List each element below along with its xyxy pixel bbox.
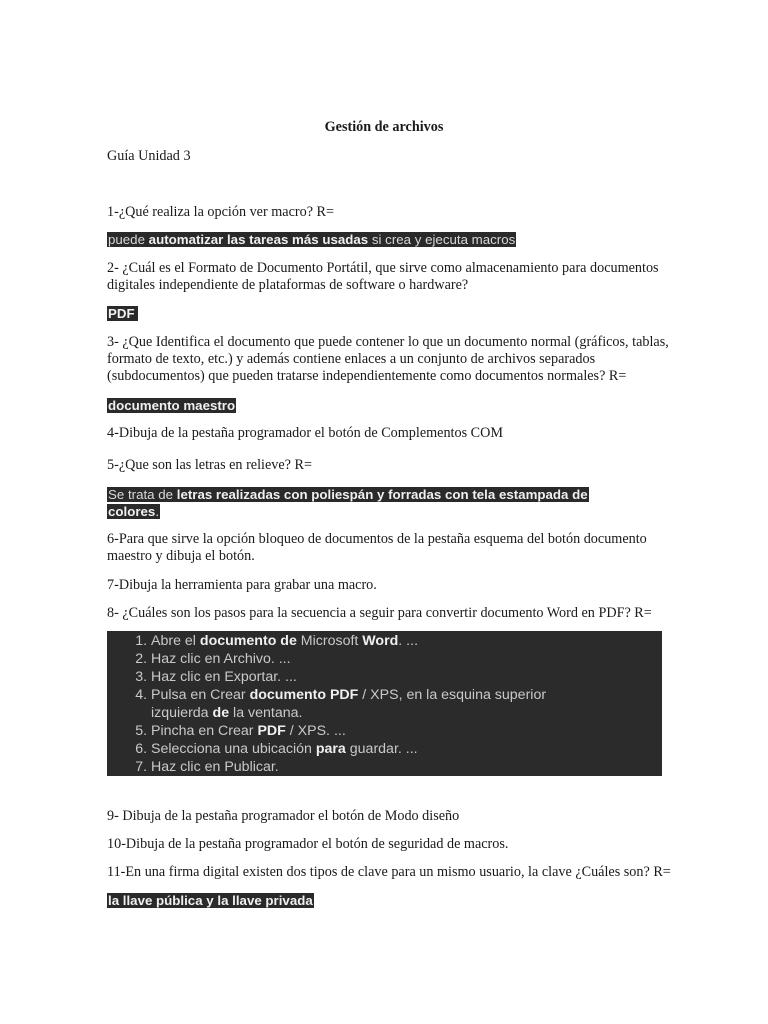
answer-3 [107, 397, 236, 415]
answer-11-highlight: la llave pública y la llave privada [108, 893, 313, 908]
question-2 [107, 260, 659, 294]
step-4: 4. Pulsa en Crear documento PDF / XPS, en la esquina superior izquierda de la ventana. [151, 686, 662, 722]
step-6: 6. Selecciona una ubicación para guardar. ... [151, 740, 662, 758]
question-3-line-2: formato de texto, etc.) y además contiene enlaces a un conjunto de archivos separados [107, 351, 596, 367]
answer-1 [107, 231, 516, 249]
answer-2 [107, 305, 138, 323]
answer-5-line-2 [107, 504, 160, 519]
answer-5-post: . [155, 504, 160, 519]
question-5: 5-¿Que son las letras en relieve? R= [107, 457, 312, 473]
question-8: 8- ¿Cuáles son los pasos para la secuencia a seguir para convertir documento Word en PDF? R= [107, 605, 652, 621]
question-3-line-1: 3- ¿Que Identifica el documento que puede contener lo que un documento normal (gráficos, tablas, [107, 334, 669, 350]
question-10: 10-Dibuja de la pestaña programador el botón de seguridad de macros. [107, 836, 509, 852]
document-title: Gestión de archivos [324, 119, 444, 135]
question-11: 11-En una firma digital existen dos tipos de clave para un mismo usuario, la clave ¿Cuáles son? R= [107, 864, 671, 880]
question-4: 4-Dibuja de la pestaña programador el botón de Complementos COM [107, 425, 503, 441]
question-6-line-2: maestro y dibuja el botón. [107, 548, 255, 564]
step-1: 1. Abre el documento de Microsoft Word. ... [151, 632, 662, 650]
answer-1-bold: automatizar las tareas más usadas [148, 232, 369, 247]
answer-1-pre: puede [108, 232, 149, 247]
question-7: 7-Dibuja la herramienta para grabar una macro. [107, 577, 377, 593]
answer-11 [107, 892, 314, 910]
question-2-line-2: digitales independiente de plataformas de software o hardware? [107, 277, 469, 293]
question-9: 9- Dibuja de la pestaña programador el botón de Modo diseño [107, 808, 460, 824]
question-6-line-1: 6-Para que sirve la opción bloqueo de documentos de la pestaña esquema del botón documento [107, 531, 647, 547]
answer-1-post: si crea y ejecuta macros [368, 232, 516, 247]
answer-5-bold-1: letras realizadas con poliespán y forradas con tela estampada de [176, 487, 588, 502]
question-2-line-1: 2- ¿Cuál es el Formato de Documento Portátil, que sirve como almacenamiento para documentos [107, 260, 659, 276]
question-3-line-3: (subdocumentos) que pueden tratarse independientemente como documentos normales? R= [107, 368, 627, 384]
step-5: 5. Pincha en Crear PDF / XPS. ... [151, 722, 662, 740]
steps-list [107, 632, 662, 776]
answer-5-bold-2: colores [108, 504, 156, 519]
step-7: 7. Haz clic en Publicar. [151, 758, 662, 776]
step-3: 3. Haz clic en Exportar. ... [151, 668, 662, 686]
step-2: 2. Haz clic en Archivo. ... [151, 650, 662, 668]
question-1: 1-¿Qué realiza la opción ver macro? R= [107, 204, 335, 220]
document-subtitle: Guía Unidad 3 [107, 148, 191, 164]
answer-5 [107, 486, 627, 520]
answer-1-highlight [107, 232, 516, 247]
answer-5-pre: Se trata de [108, 487, 177, 502]
answer-3-highlight: documento maestro [108, 398, 236, 413]
question-3 [107, 334, 669, 385]
question-6 [107, 531, 647, 565]
answer-2-highlight: PDF [107, 306, 138, 321]
answer-5-line-1 [107, 487, 589, 502]
answer-8-steps [107, 631, 662, 776]
